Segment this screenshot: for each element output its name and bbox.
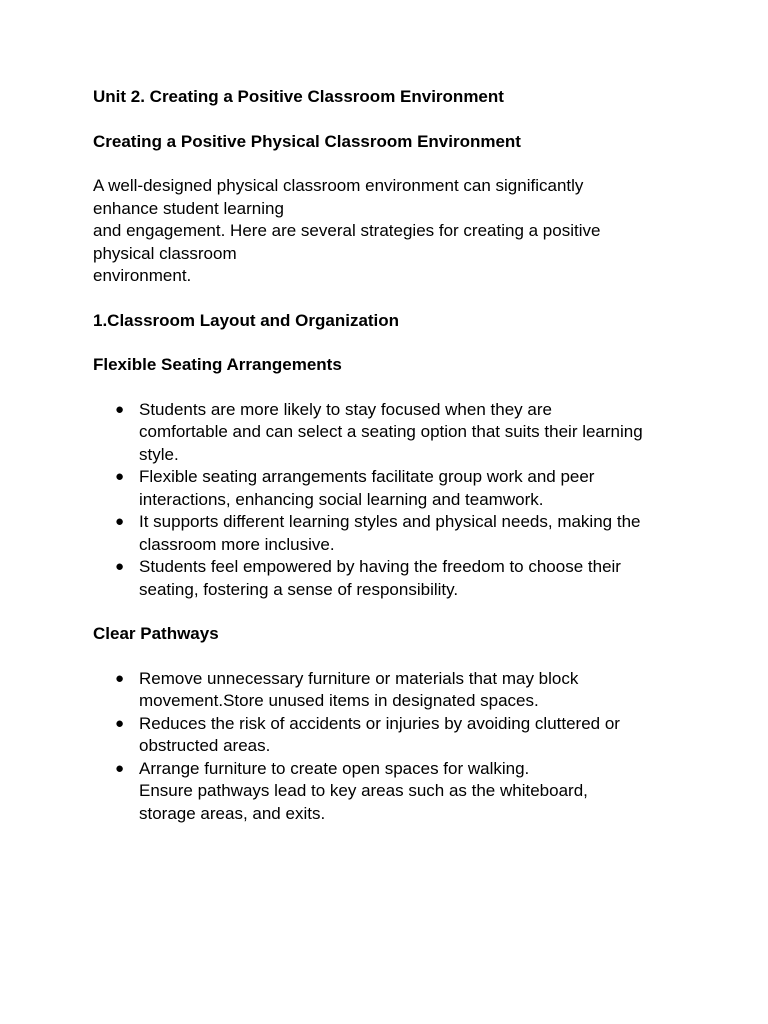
- list-item-line: obstructed areas.: [139, 736, 271, 755]
- intro-line: enhance student learning: [93, 198, 284, 218]
- bullet-icon: ●: [115, 759, 125, 777]
- list-item-line: seating, fostering a sense of responsibility.: [139, 579, 459, 599]
- list-item-line: Arrange furniture to create open spaces for walking.: [139, 758, 530, 778]
- intro-paragraph: [93, 175, 693, 288]
- list-item: [115, 511, 693, 556]
- list-item: [115, 713, 693, 758]
- intro-line: and engagement. Here are several strategies for creating a positive: [93, 221, 601, 240]
- list-item: [115, 466, 693, 511]
- intro-line: A well-designed physical classroom environment can significantly: [93, 176, 584, 195]
- unit-title: Unit 2. Creating a Positive Classroom Environment: [93, 87, 504, 106]
- intro-line: environment.: [93, 266, 192, 285]
- clear-pathways-list: [93, 668, 693, 826]
- bullet-icon: ●: [115, 669, 125, 687]
- bullet-icon: ●: [115, 400, 125, 418]
- list-item-line: storage areas, and exits.: [139, 803, 326, 823]
- list-item-line: Students feel empowered by having the freedom to choose their: [139, 557, 621, 576]
- document-page: [93, 86, 693, 847]
- list-item: [115, 399, 693, 467]
- heading-classroom-layout: 1.Classroom Layout and Organization: [93, 310, 400, 330]
- list-item-line: interactions, enhancing social learning and teamwork.: [139, 489, 544, 509]
- list-item-line: Reduces the risk of accidents or injuries by avoiding cluttered or: [139, 713, 620, 733]
- list-item-line: classroom more inclusive.: [139, 534, 335, 554]
- list-item-line: Flexible seating arrangements facilitate group work and peer: [139, 467, 595, 486]
- subheading-flexible-seating: Flexible Seating Arrangements: [93, 355, 342, 374]
- list-item-line: Ensure pathways lead to key areas such as the whiteboard,: [139, 781, 588, 800]
- list-item: [115, 556, 693, 601]
- subheading-clear-pathways: Clear Pathways: [93, 624, 219, 643]
- bullet-icon: ●: [115, 558, 125, 575]
- list-item: [115, 668, 693, 713]
- list-item-line: Students are more likely to stay focused when they are: [139, 399, 552, 419]
- bullet-icon: ●: [115, 513, 125, 530]
- bullet-icon: ●: [115, 714, 125, 732]
- list-item-line: Remove unnecessary furniture or materials that may block: [139, 668, 579, 688]
- list-item-line: style.: [139, 444, 179, 464]
- list-item-line: comfortable and can select a seating option that suits their learning: [139, 422, 643, 441]
- bullet-icon: ●: [115, 468, 125, 485]
- section-title: Creating a Positive Physical Classroom Environment: [93, 131, 521, 151]
- list-item: [115, 758, 693, 826]
- list-item-line: It supports different learning styles and physical needs, making the: [139, 512, 641, 531]
- intro-line: physical classroom: [93, 243, 237, 263]
- list-item-line: movement.Store unused items in designated spaces.: [139, 691, 539, 710]
- flexible-seating-list: [93, 399, 693, 602]
